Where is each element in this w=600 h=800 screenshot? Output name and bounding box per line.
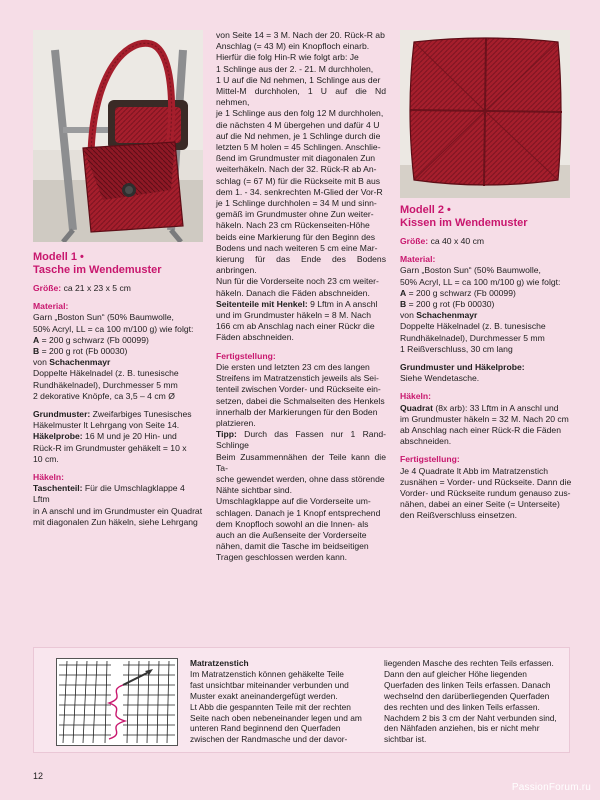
text-line: gemäß im Grundmuster ohne Zun weiter-: [216, 209, 374, 220]
text-line: je 1 Schlinge aus den folg 12 M durchholen,: [216, 108, 384, 119]
text-line: weiterhäkeln. Nach der 32. Rück-R ab An-: [216, 164, 377, 175]
box-line: unteren Rand beginnend den Querfaden: [190, 723, 341, 734]
model2-size: Größe: ca 40 x 40 cm: [400, 236, 485, 246]
box-line: Dann den auf gleicher Höhe liegenden: [384, 668, 527, 679]
page-number: 12: [33, 771, 44, 781]
text-line: innerhalb der Markierungen für den Boden: [216, 406, 378, 417]
tip-line: Tipp: Durch das Fassen nur 1 Rand-Schlinge: [216, 429, 386, 451]
text-line: Mittel-M durchholen, 1 U auf die Nd nehmen,: [216, 86, 386, 108]
mattress-stitch-box: [33, 647, 570, 753]
box-line: wechselnd den darüberliegenden Querfaden: [384, 690, 550, 701]
box-line: fast unsichtbar miteinander verbunden und: [190, 679, 349, 690]
cushion-illustration: [400, 30, 570, 198]
model1-pattern: Grundmuster: Zweifarbiges Tunesisches: [33, 409, 192, 420]
box-line: zwischen der Randmasche und der davor-: [190, 734, 348, 745]
text-line: von Seite 14 = 3 M. Nach der 20. Rück-R ab: [216, 30, 385, 40]
text-line: letzten 5 M holen = 45 Schlingen. Anschlie-: [216, 142, 381, 153]
text-line: die nächsten 4 M übergehen und dafür 4 U: [216, 119, 380, 130]
text-line: Bodens und nach weiteren 5 cm eine Mar-: [216, 242, 378, 253]
text-line: Streifens im Matratzenstich jeweils als Sei-: [216, 373, 379, 384]
text-line: 1 U auf die Nd nehmen, 1 Schlinge aus der: [216, 74, 381, 85]
text-line: Beim Zusammennähen der Teile kann die Ta-: [216, 451, 386, 473]
box-text-left: Matratzenstich Im Matratzenstich können gehäkelte Teile fast unsichtbar miteinander verbunden und Muster exakt aneinandergefügt werden. Lt Abb die gespannten Teile mit der rechten Seite nach oben nebeneinander legen und am unteren Rand beginnend den Querfaden zwischen der Randmasche und der davor-: [190, 658, 366, 745]
text-line: häkeln. Danach die Fäden abschneiden.: [216, 287, 370, 298]
text-line: dem Knopfloch sowohl an die Innen- als: [216, 518, 369, 529]
box-line: Muster exakt aneinandergefügt werden.: [190, 690, 338, 701]
text-line: Die ersten und letzten 23 cm des langen: [216, 361, 370, 372]
cushion-photo: [400, 30, 570, 198]
box-line: den Nähfaden anziehen, bis er nicht mehr: [384, 723, 540, 734]
model1-title: Modell 1 • Tasche im Wendemuster: [33, 251, 162, 276]
box-line: liegenden Masche des rechten Teils erfassen.: [384, 658, 554, 668]
text-line: häkeln. Nach 23 cm Rückenseiten-Höhe: [216, 220, 370, 231]
bag-illustration: [33, 30, 203, 242]
text-line: je 1 Schlinge durchholen = 34 M und sinn-: [216, 198, 377, 209]
text-line: platzieren.: [216, 417, 256, 428]
text-line: nähen, damit die Tasche im beidseitigen: [216, 541, 369, 552]
text-line: auf die Nd nehmen, je 1 Schlinge durch die: [216, 130, 381, 141]
text-line: sche gewendet werden, ohne dass störende: [216, 473, 385, 484]
text-line: Umschlagklappe auf die Vorderseite um-: [216, 496, 371, 507]
stitch-diagram-drawing: [57, 659, 177, 745]
model1-column: Modell 1 • Tasche im Wendemuster Größe: ca 21 x 23 x 5 cm Material: Garn „Boston Sun“ (50% Baumwolle, 50% Acryl, LL = ca 100 m/100 g) wie folgt: A = 200 g schwarz (Fb 00099) B = 200 g rot (Fb 00030) von Schachenmayr Doppelte Häkelnadel (z. B. tunesische Rundhäkelnadel), Durchmesser 5 mm 2 dekorative Knöpfe, ca 3,5 – 4 cm Ø Grundmuster: Zweifarbiges Tunesisches Häkelmuster lt Lehrgang von Seite 14. Häkelprobe: 16 M und je 20 Hin- und Rück-R im Grundmuster gehäkelt = 10 x 10 cm. Häkeln: Taschenteil: Für die Umschlagklappe 4 Lftm in A anschl und im Grundmuster ein Quadrat mit diagonalen Zun häkeln, siehe Lehrgang: [33, 251, 203, 527]
text-line: schlagen. Danach je 1 Knopf entsprechend: [216, 507, 381, 518]
box-line: des rechten und des linken Teils erfassen.: [384, 701, 540, 712]
bag-photo: [33, 30, 203, 242]
box-line: Lt Abb die gespannten Teile mit der rechten: [190, 701, 351, 712]
stitch-diagram: [56, 658, 178, 746]
text-line: auch an die Außenseite der Vorderseite: [216, 529, 367, 540]
text-line: Nähte sichtbar sind.: [216, 485, 292, 496]
text-line: setzen, dabei die Schmalseiten des Henkels: [216, 395, 385, 406]
text-line: Tragen geschlossen werden kann.: [216, 552, 348, 563]
box-line: Querfaden des linken Teils erfassen. Danach: [384, 679, 551, 690]
model2-column: Modell 2 • Kissen im Wendemuster Größe: ca 40 x 40 cm Material: Garn „Boston Sun“ (50% Baumwolle, 50% Acryl, LL = ca 100 m/100 g) wie folgt: A = 200 g schwarz (Fb 00099) B = 200 g rot (Fb 00030) von Schachenmayr Doppelte Häkelnadel (z. B. tunesische Rundhäkelnadel), Durchmesser 5 mm 1 Reißverschluss, 30 cm lang Grundmuster und Häkelprobe: Siehe Wendetasche. Häkeln: Quadrat (8x arb): 33 Lftm in A anschl und im Grundmuster häkeln = 32 M. Nach 20 cm ab Anschlag nach einer Rück-R die Fäden abschneiden. Fertigstellung: Je 4 Quadrate lt Abb im Matratzenstich zusnähen = Vorder- und Rückseite. Dann die Vorder- und Rückseite rundum genauso zus- nähen, dabei an einer Seite (= Unterseite) den Reißverschluss einsetzen.: [400, 204, 572, 521]
text-line: Nun für die Vorderseite noch 23 cm weiter-: [216, 276, 379, 287]
model1-size: Größe: ca 21 x 23 x 5 cm: [33, 283, 131, 293]
box-line: Nachdem 2 bis 3 cm der Naht verbunden sind,: [384, 712, 557, 723]
box-line: Seite nach oben nebeneinander legen und am: [190, 712, 362, 723]
text-line: kierung für das Ende des Bodens anbringen.: [216, 254, 386, 276]
box-line: sichtbar ist.: [384, 734, 427, 745]
model1-material-label: Material:: [33, 301, 69, 312]
text-line: ßend im Grundmuster mit diagonalen Zun: [216, 153, 376, 164]
text-line: beids eine Markierung für den Beginn des: [216, 231, 376, 242]
text-line: tenteil zwischen Vorder- und Rückseite ein-: [216, 384, 381, 395]
box-text-right: [384, 658, 560, 745]
text-line: schlag (= 67 M) für die Rückseite mit B aus: [216, 175, 381, 186]
text-line: 1 Schlinge aus der 2. - 21. M durchholen,: [216, 63, 374, 74]
box-line: Im Matratzenstich können gehäkelte Teile: [190, 668, 344, 679]
text-line: Hierfür die folg Hin-R wie folgt arb: Je: [216, 52, 359, 63]
model2-title: Modell 2 • Kissen im Wendemuster: [400, 204, 528, 229]
text-line: dem 1. - 34. senkrechten M-Glied der Vor-R: [216, 186, 383, 197]
instructions-column: von Seite 14 = 3 M. Nach der 20. Rück-R ab Anschlag (= 43 M) ein Knopfloch einarb. Hierfür die folg Hin-R wie folgt arb: Je 1 Schlinge aus der 2. - 21. M durchholen, 1 U auf die Nd nehmen, 1 Schlinge aus der Mittel-M durchholen, 1 U auf die Nd nehmen, je 1 Schlinge aus den folg 12 M durchholen, die nächsten 4 M übergehen und dafür 4 U auf die Nd nehmen, je 1 Schlinge durch die letzten 5 M holen = 45 Schlingen. Anschlie- ßend im Grundmuster mit diagonalen Zun weiterhäkeln. Nach der 32. Rück-R ab An- schlag (= 67 M) für die Rückseite mit B aus dem 1. - 34. senkrechten M-Glied der Vor-R je 1 Schlinge durchholen = 34 M und sinn- gemäß im Grundmuster ohne Zun weiter- häkeln. Nach 23 cm Rückenseiten-Höhe beids eine Markierung für den Beginn des Bodens und nach weiteren 5 cm eine Mar- kierung für das Ende des Bodens anbringen. Nun für die Vorderseite noch 23 cm weiter- häkeln. Danach die Fäden abschneiden. Seitenteile mit Henkel: 9 Lftm in A anschl und im Grundmuster häkeln = 8 M. Nach 166 cm ab Anschlag nach einer Rückr die Fäden abschneiden. Fertigstellung: Die ersten und letzten 23 cm des langen Streifens im Matratzenstich jeweils als Sei- tenteil zwischen Vorder- und Rückseite ein- setzen, dabei die Schmalseiten des Henkels innerhalb der Markierungen für den Boden platzieren. Tipp: Durch das Fassen nur 1 Rand-Schlinge Beim Zusammennähen der Teile kann die Ta- sche gewendet werden, ohne dass störende Nähte sichtbar sind. Umschlagklappe auf die Vorderseite um- schlagen. Danach je 1 Knopf entsprechend dem Knopfloch sowohl an die Innen- als auch an die Außenseite der Vorderseite nähen, damit die Tasche im beidseitigen Tragen geschlossen werden kann.: [216, 30, 386, 563]
text-line: Anschlag (= 43 M) ein Knopfloch einarb.: [216, 41, 370, 52]
footer-watermark: PassionForum.ru: [511, 782, 591, 793]
